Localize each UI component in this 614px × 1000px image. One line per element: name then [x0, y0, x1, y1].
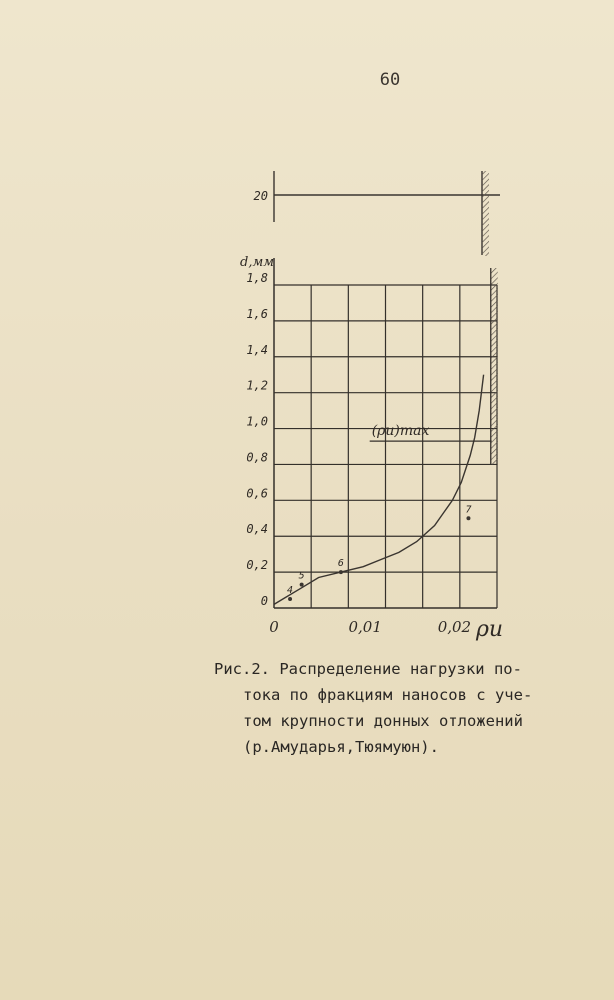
x-tick-label: 0 [269, 618, 279, 636]
annotation-label: (ρu)max [371, 423, 430, 440]
point-label: 4 [287, 585, 294, 597]
data-point [339, 570, 343, 574]
caption-line-3: том крупности донных отложений [243, 712, 523, 730]
data-point [300, 583, 304, 587]
caption-line-1: Рис.2. Распределение нагрузки по- [214, 660, 522, 678]
annotations [370, 423, 492, 441]
point-label: 5 [298, 570, 305, 582]
series-group [274, 375, 484, 605]
x-tick-labels [269, 618, 471, 636]
upper-break-panel [254, 171, 500, 256]
series-line [274, 375, 484, 605]
data-point [466, 516, 470, 520]
y-tick-label: 1,0 [246, 414, 268, 429]
y-tick-label: 1,6 [246, 306, 268, 321]
point-label: 6 [337, 558, 344, 570]
y-tick-label: 0,2 [246, 558, 268, 573]
x-tick-label: 0,02 [437, 618, 472, 636]
hatched-limit-band [491, 268, 498, 464]
caption-line-4: (р.Амударья,Тюямуюн). [243, 738, 439, 756]
y-tick-label: 0 [260, 594, 268, 608]
x-tick-label: 0,01 [348, 618, 382, 636]
y-break-tick-label: 20 [253, 189, 268, 203]
data-point [288, 597, 292, 601]
y-tick-label: 0,6 [246, 486, 268, 501]
y-tick-label: 1,8 [246, 271, 268, 285]
y-tick-label: 0,8 [246, 450, 268, 465]
upper-hatched-limit [482, 171, 489, 256]
point-label: 7 [465, 504, 472, 516]
page-number: 60 [379, 70, 401, 90]
hatched-limit [491, 268, 498, 464]
y-tick-label: 0,4 [246, 522, 268, 537]
y-axis-label: d,мм [240, 255, 275, 270]
y-tick-label: 1,4 [246, 342, 268, 357]
y-tick-label: 1,2 [246, 378, 268, 393]
caption-line-2: тока по фракциям наносов с уче- [243, 686, 533, 704]
point-labels [287, 504, 471, 601]
x-axis-label: ρu [476, 617, 504, 642]
chart-grid [274, 285, 497, 608]
y-tick-labels [246, 271, 268, 608]
figure-caption [214, 656, 594, 760]
